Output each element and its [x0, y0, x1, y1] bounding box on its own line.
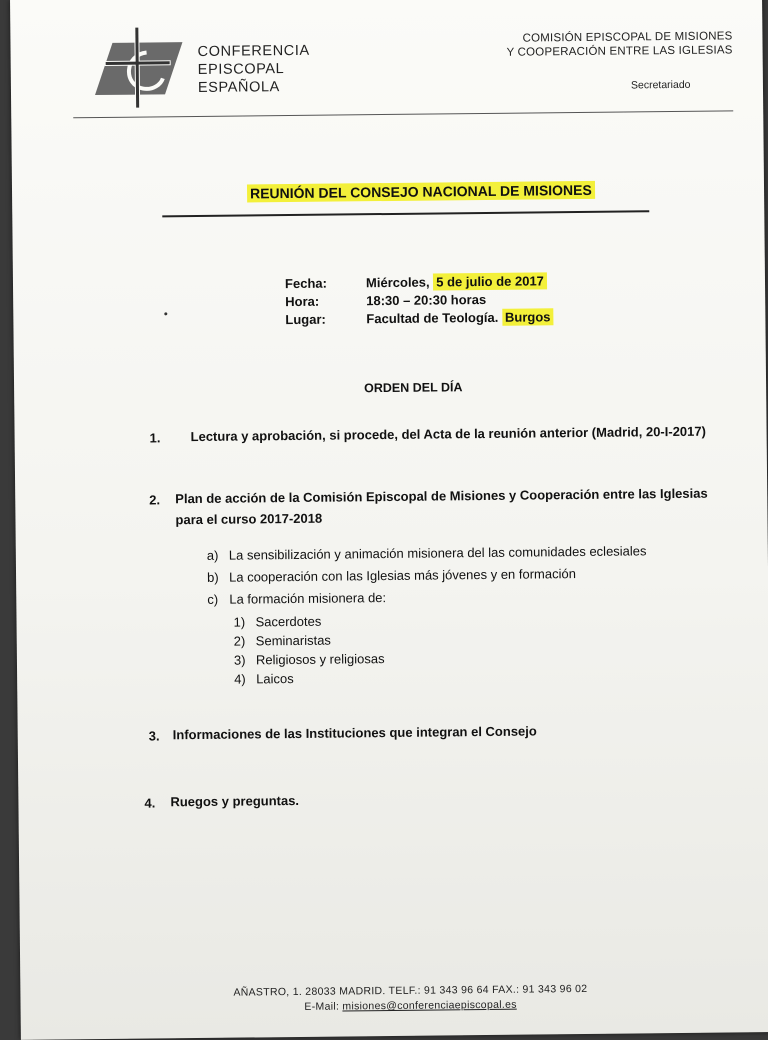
org-line: EPISCOPAL: [197, 61, 285, 78]
commission-line: COMISIÓN EPISCOPAL DE MISIONES: [522, 30, 733, 45]
formation-text: Laicos: [256, 671, 294, 687]
title-highlight: REUNIÓN DEL CONSEJO NACIONAL DE MISIONES: [247, 181, 595, 203]
formation-mark: 3): [233, 652, 246, 668]
formation-mark: 4): [234, 671, 246, 687]
agenda-item-text: Plan de acción de la Comisión Episcopal de Misiones y Cooperación entre las Iglesias: [175, 485, 708, 507]
formation-text: Sacerdotes: [255, 613, 322, 630]
lugar-city: Burgos: [502, 308, 554, 326]
commission-line: Y COOPERACIÓN ENTRE LAS IGLESIAS: [506, 44, 733, 59]
fecha-day: Miércoles,: [365, 274, 430, 291]
commission-name: [502, 29, 732, 59]
secretariado-label: Secretariado: [630, 78, 691, 92]
subitem: [207, 543, 647, 563]
formation-mark: 2): [233, 633, 246, 649]
org-line: ESPAÑOLA: [197, 79, 280, 96]
agenda-item-number: 1.: [149, 430, 161, 446]
subitem-text: La sensibilización y animación misionera del las comunidades eclesiales: [228, 543, 647, 563]
hora-label: Hora:: [285, 293, 320, 310]
footer: [200, 982, 620, 1016]
fecha-label: Fecha:: [284, 275, 327, 292]
formation-text: Religiosos y religiosas: [255, 651, 385, 668]
subitem-mark: b): [207, 569, 219, 585]
formation-text: Seminaristas: [255, 632, 331, 649]
formation-item: [234, 651, 385, 668]
agenda-item-number: 4.: [144, 795, 156, 811]
agenda-item-text: Lectura y aprobación, si procede, del Acta de la reunión anterior (Madrid, 20-I-2017): [190, 423, 706, 445]
subitem: [207, 566, 576, 585]
lugar-place: Facultad de Teología.: [366, 309, 499, 327]
subitem-mark: c): [207, 591, 219, 607]
subitem: [207, 590, 386, 607]
subitem-mark: a): [206, 547, 219, 563]
agenda-item-number: 3.: [148, 728, 160, 744]
agenda-item-text: Informaciones de las Instituciones que integran el Consejo: [172, 723, 537, 743]
email-label: E-Mail:: [304, 1000, 340, 1013]
formation-mark: 1): [233, 614, 246, 630]
subitem-text: La cooperación con las Iglesias más jóvenes y en formación: [228, 566, 576, 585]
header-divider: [73, 110, 733, 118]
formation-item: [234, 633, 331, 649]
bullet-dot: [164, 312, 167, 315]
lugar-value: [366, 309, 553, 326]
hora-value: 18:30 – 20:30 horas: [366, 291, 487, 309]
agenda-item-text: Ruegos y preguntas.: [170, 792, 300, 810]
cross-logo-icon: [94, 24, 185, 109]
document-title: [247, 182, 595, 202]
fecha-date: 5 de julio de 2017: [433, 272, 547, 290]
org-line: CONFERENCIA: [197, 42, 310, 60]
document-page: [10, 0, 768, 1040]
agenda-heading: ORDEN DEL DÍA: [364, 380, 463, 396]
footer-address: AÑASTRO, 1. 28033 MADRID. TELF.: 91 343 96 64 FAX.: 91 343 96 02: [233, 982, 588, 999]
lugar-label: Lugar:: [285, 311, 326, 328]
formation-item: [234, 671, 294, 687]
fecha-value: [366, 273, 547, 290]
organization-name: [197, 42, 310, 97]
agenda-item-text: para el curso 2017-2018: [175, 510, 323, 528]
title-underline: [162, 210, 649, 217]
email-link[interactable]: misiones@conferenciaepiscopal.es: [342, 998, 517, 1013]
subitem-text: La formación misionera de:: [229, 590, 387, 607]
formation-item: [233, 614, 321, 630]
agenda-item-number: 2.: [149, 492, 161, 508]
